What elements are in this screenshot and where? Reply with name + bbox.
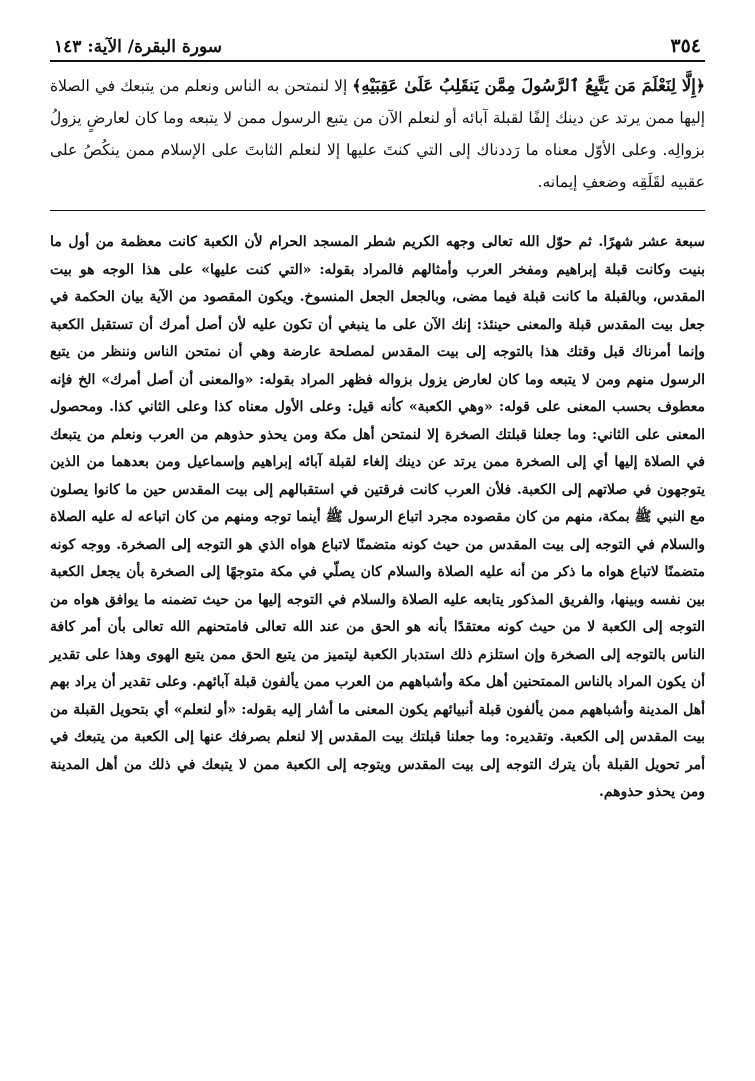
page-number: ٣٥٤: [670, 35, 701, 57]
commentary-text: إلا لنمتحن به الناس ونعلم من يتبعك في الصلاة إليها ممن يرتد عن دينك إلفًا لقبلة آبائه أو لنعلم الآن من يتبع الرسول ممن لا يتبعه وما كان لعارضٍ يزولُ بزوالِه. وعلى الأوّل معناه ما رَددناك إلى التي كنتَ عليها إلا لنعلم الثابتَ على الإسلام ممن ينكُصُ على عقبيه لقَلَقِه وضعفِ إيمانه.: [50, 77, 705, 191]
commentary-paragraph: [50, 70, 705, 198]
footnote-block: [50, 229, 705, 807]
running-header: [50, 22, 705, 56]
footnote-divider: [50, 210, 705, 211]
verse-open-bracket: ﴿: [695, 76, 705, 95]
verse-close-bracket: ﴾: [352, 76, 362, 95]
quran-verse: إِلَّا لِنَعْلَمَ مَن يَتَّبِعُ ٱلرَّسُولَ مِمَّن يَنقَلِبُ عَلَىٰ عَقِبَيْهِ: [361, 76, 696, 95]
footnote-text: سبعة عشر شهرًا. ثم حوّل الله تعالى وجهه الكريم شطر المسجد الحرام لأن الكعبة كانت معظمة من أول ما بنيت وكانت قبلة إبراهيم ومفخر العرب وأمثالهم فالمراد بقوله: «التي كنت عليها» على هذا الوجه هو بيت المقدس، وبالقبلة ما كانت قبلة فيما مضى، وبالجعل الجعل المنسوخ. ويكون المقصود من الآية بيان الحكمة في جعل بيت المقدس قبلة والمعنى حينئذ: إنك الآن على ما ينبغي أن تكون عليه لأن أصل أمرك أن تستقبل الكعبة وإنما أمرناك قبل وقتك هذا بالتوجه إلى بيت المقدس لمصلحة عارضة وهي أن نمتحن الناس وننظر من يتبع الرسول منهم ومن لا يتبعه وما كان لعارض يزول بزواله فظهر المراد بقوله: «والمعنى أن أصل أمرك» الخ فإنه معطوف بحسب المعنى على قوله: «وهي الكعبة» كأنه قيل: وعلى الأول معناه كذا وعلى الثاني كذا. ومحصول المعنى على الثاني: وما جعلنا قبلتك الصخرة إلا لنمتحن أهل مكة ومن يحذو حذوهم من العرب ونعلم من يتبعك في الصلاة إليها أي إلى الصخرة ممن يرتد عن دينك إلغاء لقبلة آبائه إبراهيم وإسماعيل ومن بعدهما من الذين يتوجهون في صلاتهم إلى الكعبة. فلأن العرب كانت فرقتين في استقبالهم إلى بيت المقدس حين ما كانوا يصلون مع النبي ﷺ بمكة، منهم من كان مقصوده مجرد اتباع الرسول ﷺ أينما توجه ومنهم من كان اتباعه له عليه الصلاة والسلام في التوجه إلى بيت المقدس من حيث كونه متضمنًا لاتباع هواه الذي هو التوجه إلى الصخرة. ووجه كونه متضمنًا لاتباع هواه ما ذكر من أنه عليه الصلاة والسلام كان يصلّي في مكة متوجهًا إلى الصخرة بأن يجعل الكعبة بين نفسه وبينها، والفريق المذكور يتابعه عليه الصلاة والسلام في التوجه إليها من حيث تضمنه ما يوافق هواه من التوجه إلى الكعبة لا من حيث كونه معتقدًا بأنه هو الحق من عند الله تعالى فامتحنهم الله تعالى بأن أمر كافة الناس بالتوجه إلى الصخرة وإن استلزم ذلك استدبار الكعبة ليتميز من يتبع الحق ممن يتبع الهوى وهذا على تقدير أن يكون المراد بالناس الممتحنين أهل مكة وأشباههم من العرب ممن يألفون قبلة آبائهم. وعلى تقدير أن يراد بهم أهل المدينة وأشباههم ممن يألفون قبلة أنبيائهم يكون المعنى ما أشار إليه بقوله: «أو لنعلم» أي بتحويل القبلة من بيت المقدس إلى الكعبة. وتقديره: وما جعلنا قبلتك بيت المقدس إلا لنعلم بصرفك عنها إلى الكعبة من يتبعك في أمر تحويل القبلة بأن يترك التوجه إلى بيت المقدس ويتوجه إلى الكعبة ممن لا يتبعك في ذلك من أهل المدينة ومن يحذو حذوهم.: [50, 234, 705, 800]
header-divider: [50, 60, 705, 62]
surah-verse-title: سورة البقرة/ الآية: ١٤٣: [54, 37, 222, 57]
book-page: [50, 22, 705, 1062]
